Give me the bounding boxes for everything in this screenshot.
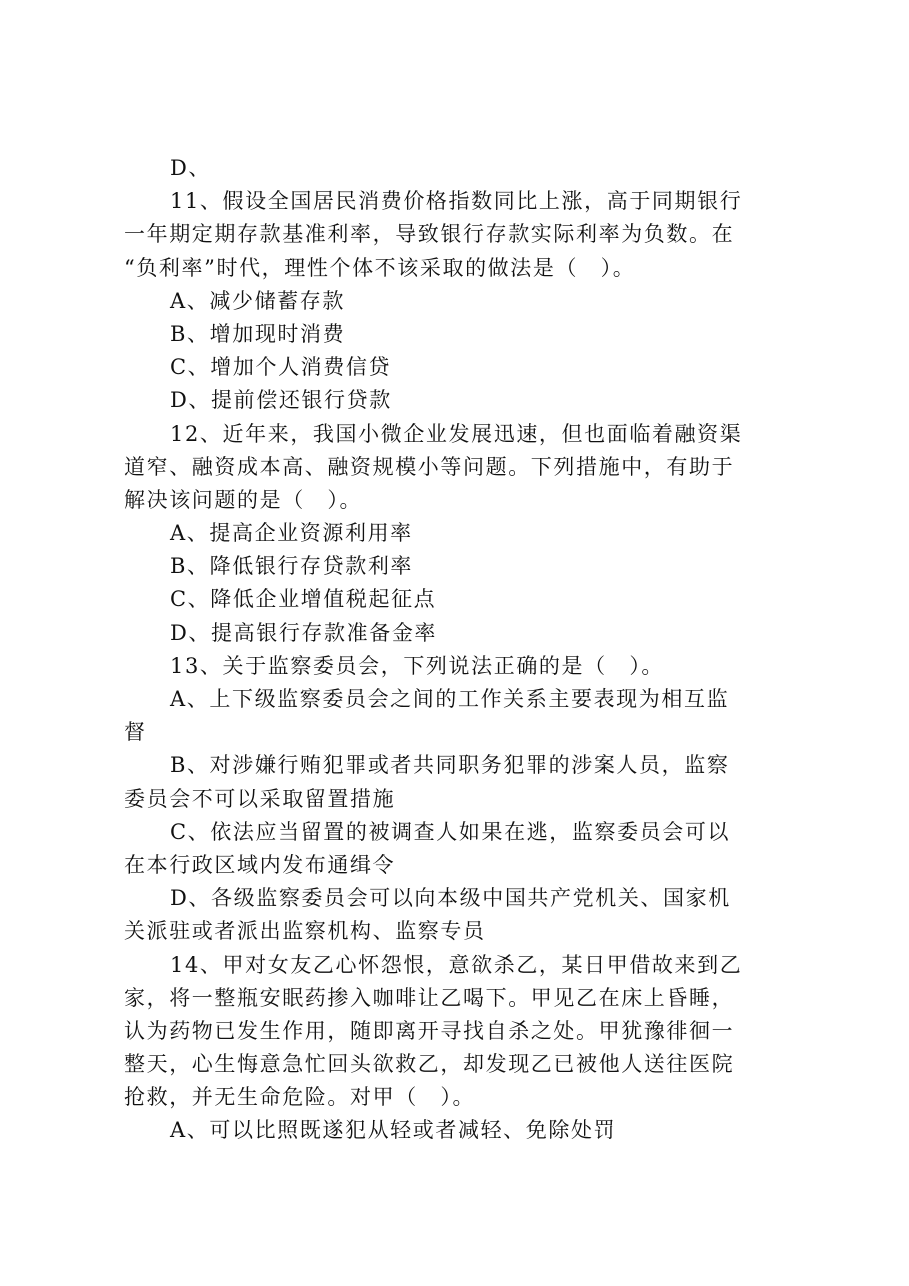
q11-option-b: B、增加现时消费 bbox=[170, 321, 346, 346]
q11-option-d: D、提前偿还银行贷款 bbox=[170, 388, 392, 413]
question-12-line-1: 12、近年来，我国小微企业发展迅速，但也面临着融资渠 bbox=[170, 421, 743, 446]
question-14-line-3: 认为药物已发生作用，随即离开寻找自杀之处。甲犹豫徘徊一 bbox=[124, 1018, 735, 1043]
question-14-line-2: 家，将一整瓶安眠药掺入咖啡让乙喝下。甲见乙在床上昏睡， bbox=[124, 985, 735, 1010]
q11-option-c: C、增加个人消费信贷 bbox=[170, 355, 392, 380]
q12-option-c: C、降低企业增值税起征点 bbox=[170, 587, 437, 612]
q13-option-a-line-1: A、上下级监察委员会之间的工作关系主要表现为相互监 bbox=[170, 687, 730, 711]
q13-option-c-line-1: C、依法应当留置的被调查人如果在逃，监察委员会可以 bbox=[170, 819, 731, 844]
q12-option-b: B、降低银行存贷款利率 bbox=[170, 554, 414, 579]
question-12-line-2: 道窄、融资成本高、融资规模小等问题。下列措施中，有助于 bbox=[124, 454, 735, 479]
q12-option-d: D、提高银行存款准备金率 bbox=[170, 620, 438, 645]
question-12-line-3: 解决该问题的是（ ）。 bbox=[124, 487, 363, 512]
question-11-line-3: “负利率”时代，理性个体不该采取的做法是（ ）。 bbox=[124, 255, 636, 280]
q13-option-d-line-2: 关派驻或者派出监察机构、监察专员 bbox=[124, 919, 486, 944]
q14-option-a: A、可以比照既遂犯从轻或者减轻、免除处罚 bbox=[170, 1118, 617, 1143]
option-line-d-q10: D、 bbox=[170, 156, 212, 180]
q11-option-a: A、减少储蓄存款 bbox=[170, 288, 345, 313]
question-14-line-5: 抢救，并无生命危险。对甲（ ）。 bbox=[124, 1085, 476, 1110]
document-body bbox=[124, 152, 800, 1148]
question-14-line-1: 14、甲对女友乙心怀怨恨，意欲杀乙，某日甲借故来到乙 bbox=[170, 952, 743, 977]
q13-option-c-line-2: 在本行政区域内发布通缉令 bbox=[124, 852, 396, 877]
question-14-line-4: 整天，心生悔意急忙回头欲救乙，却发现乙已被他人送往医院 bbox=[124, 1052, 735, 1077]
question-11-line-2: 一年期定期存款基准利率，导致银行存款实际利率为负数。在 bbox=[124, 222, 735, 247]
q12-option-a: A、提高企业资源利用率 bbox=[170, 521, 413, 546]
q13-option-d-line-1: D、各级监察委员会可以向本级中国共产党机关、国家机 bbox=[170, 886, 731, 911]
q13-option-b-line-2: 委员会不可以采取留置措施 bbox=[124, 786, 396, 811]
question-13-line-1: 13、关于监察委员会，下列说法正确的是（ ）。 bbox=[170, 653, 665, 678]
q13-option-b-line-1: B、对涉嫌行贿犯罪或者共同职务犯罪的涉案人员，监察 bbox=[170, 753, 730, 778]
question-11-line-1: 11、假设全国居民消费价格指数同比上涨，高于同期银行 bbox=[170, 189, 743, 214]
q13-option-a-line-2: 督 bbox=[124, 720, 147, 745]
